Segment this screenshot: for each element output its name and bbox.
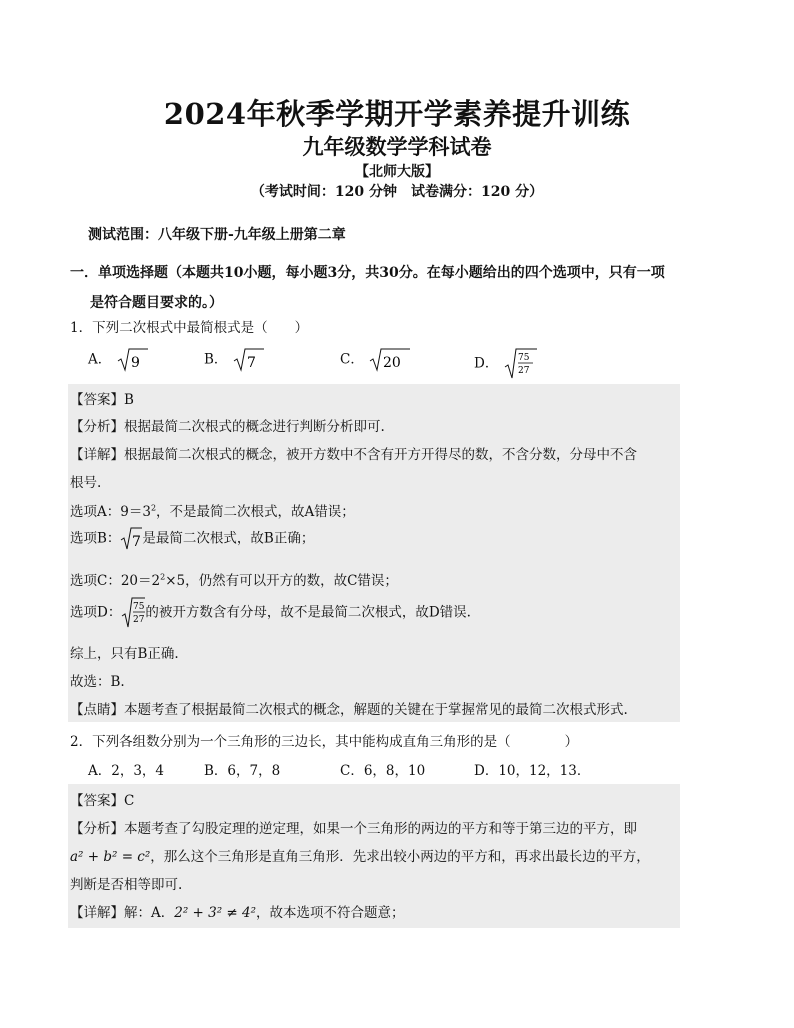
exam-title: 2024年秋季学期开学素养提升训练 <box>163 97 631 131</box>
q1-option-a: A． 9 <box>88 347 150 373</box>
q2-answer: 【答案】C <box>70 793 135 809</box>
q1-option-c-explain: 选项C：$20=2^2\times 5$，仍然有可以开方的数，故C错误； <box>70 572 398 589</box>
q2-option-d: D．10，12，13． <box>474 763 591 779</box>
section-heading <box>70 258 690 318</box>
q1-choose: 故选：B. <box>70 674 125 690</box>
svg-text:20: 20 <box>383 355 401 371</box>
svg-text:75: 75 <box>133 602 145 612</box>
sqrt-7-icon <box>232 347 266 373</box>
exam-subtitle: 九年级数学学科试卷 <box>302 134 492 159</box>
q2-analysis-3: 判断是否相等即可. <box>70 877 183 893</box>
q1-analysis: 【分析】根据最简二次根式的概念进行判断分析即可. <box>70 419 385 435</box>
question-2-stem: 2．下列各组数分别为一个三角形的三边长，其中能构成直角三角形的是（ ） <box>70 734 579 750</box>
question-2-options <box>70 759 690 779</box>
q1-option-c: C． 20 <box>340 347 412 373</box>
q1-detail-2: 根号. <box>70 475 102 491</box>
q1-option-d: D． 75 27 <box>474 347 539 381</box>
section-heading-line1: 一．单项选择题（本题共10小题，每小题3分，共30分。在每小题给出的四个选项中，只有一项 <box>70 265 665 281</box>
question-1-stem: 1．下列二次根式中最简根式是（ ） <box>70 320 309 336</box>
sqrt-fraction-icon <box>503 347 539 381</box>
edition-label: 【北师大版】 <box>355 164 439 180</box>
q1-option-d-explain: 选项D： 75 27 的被开方数含有分母，故不是最简二次根式，故D错误. <box>70 596 471 630</box>
q2-analysis-1: 【分析】本题考查了勾股定理的逆定理，如果一个三角形的两边的平方和等于第三边的平方，即 <box>70 821 637 837</box>
sqrt-9-icon <box>116 347 150 373</box>
q1-option-a-explain: 选项A：$9=3^2$，不是最简二次根式，故A错误； <box>70 503 355 520</box>
svg-text:7: 7 <box>246 355 256 371</box>
q2-option-c: C．6，8，10 <box>340 763 426 779</box>
sqrt-fraction-icon <box>121 596 145 630</box>
svg-text:27: 27 <box>517 366 530 376</box>
q1-option-b-explain: 选项B： 7 是最简二次根式，故B正确； <box>70 526 314 552</box>
q2-option-b: B．6，7，8 <box>204 763 281 779</box>
q1-summary: 综上，只有B正确. <box>70 646 179 662</box>
sqrt-7-icon <box>120 526 142 552</box>
question-1-options <box>70 347 690 381</box>
q1-answer-block <box>68 384 680 722</box>
q2-analysis-2: a² + b² = c²，那么这个三角形是直角三角形．先求出较小两边的平方和，再求出最长边的平方， <box>70 849 650 865</box>
q1-detail-1: 【详解】根据最简二次根式的概念，被开方数中不含有开方开得尽的数，不含分数，分母中不含 <box>70 447 637 463</box>
exam-info: （考试时间：120 分钟 试卷满分：120 分） <box>250 184 544 200</box>
section-heading-line2: 是符合题目要求的。） <box>90 295 223 311</box>
q1-answer: 【答案】B <box>70 392 134 408</box>
svg-text:9: 9 <box>130 355 140 371</box>
svg-text:27: 27 <box>133 615 145 625</box>
test-scope: 测试范围：八年级下册-九年级上册第二章 <box>88 227 346 243</box>
q2-detail: 【详解】解：A．2² + 3² ≠ 4²，故本选项不符合题意； <box>70 905 405 921</box>
sqrt-20-icon <box>368 347 412 373</box>
q1-comment: 【点睛】本题考查了根据最简二次根式的概念，解题的关键在于掌握常见的最简二次根式形式. <box>70 702 628 718</box>
q2-detail-formula: 2² + 3² ≠ 4² <box>174 905 257 921</box>
q2-option-a: A．2，3，4 <box>88 763 165 779</box>
pythagorean-formula: a² + b² = c² <box>70 849 151 865</box>
q2-answer-block <box>68 784 680 928</box>
q1-option-b: B． 7 <box>204 347 266 373</box>
svg-text:75: 75 <box>517 353 530 363</box>
svg-text:7: 7 <box>132 534 142 550</box>
